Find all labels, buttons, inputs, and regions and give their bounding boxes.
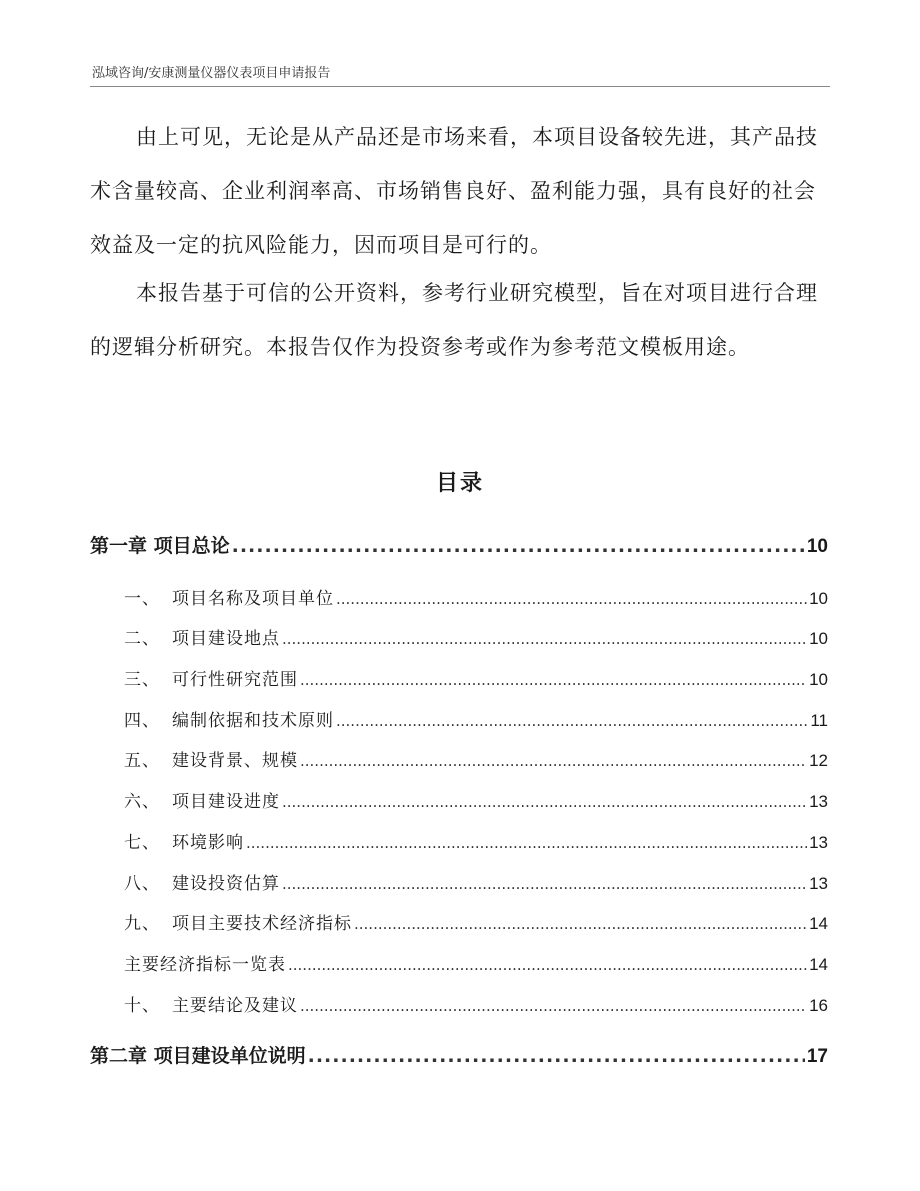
toc-leader-dots <box>232 535 805 557</box>
toc-entry-section[interactable] <box>90 828 828 853</box>
toc-page-number: 10 <box>809 589 828 608</box>
toc-leader-dots <box>282 630 807 648</box>
toc-entry-label: 第一章 项目总论 <box>90 535 230 557</box>
paragraph-1: 由上可见，无论是从产品还是市场来看，本项目设备较先进，其产品技术含量较高、企业利润率高、市场销售良好、盈利能力强，具有良好的社会效益及一定的抗风险能力，因而项目是可行的。 <box>90 125 818 257</box>
toc-entry-section[interactable] <box>90 909 828 934</box>
toc-entry-label <box>90 828 244 853</box>
toc-entry-number: 十、 <box>124 996 160 1016</box>
toc-entry-text: 主要经济指标一览表 <box>124 955 286 975</box>
toc-page-number: 16 <box>809 996 828 1015</box>
toc-entry-label <box>90 950 286 975</box>
toc-entry-number: 六、 <box>124 792 160 812</box>
toc-entry-section[interactable] <box>90 869 828 894</box>
toc-entry-section[interactable] <box>90 991 828 1016</box>
toc-entry-section[interactable] <box>90 624 828 649</box>
toc-entry-text: 编制依据和技术原则 <box>172 711 334 731</box>
toc-leader-dots <box>336 590 807 608</box>
toc-entry-section[interactable] <box>90 665 828 690</box>
toc-entry-number: 九、 <box>124 914 160 934</box>
toc-page-number: 10 <box>809 670 828 689</box>
toc-leader-dots <box>300 997 807 1015</box>
toc-entry-number: 八、 <box>124 874 160 894</box>
toc-entry-text: 建设背景、规模 <box>172 751 298 771</box>
paragraph-2: 本报告基于可信的公开资料，参考行业研究模型，旨在对项目进行合理的逻辑分析研究。本报告仅作为投资参考或作为参考范文模板用途。 <box>90 281 818 359</box>
toc-page-number: 10 <box>806 536 828 557</box>
toc-entry-text: 项目主要技术经济指标 <box>172 914 352 934</box>
toc-entry-section[interactable] <box>90 746 828 771</box>
toc-entry-number: 一、 <box>124 589 160 609</box>
toc-leader-dots <box>336 712 808 730</box>
toc-entry-section[interactable] <box>90 706 828 731</box>
conclusion-paragraph <box>90 110 830 280</box>
toc-entry-section[interactable] <box>90 787 828 812</box>
toc-entry-number: 三、 <box>124 670 160 690</box>
toc-entry-text: 项目名称及项目单位 <box>172 589 334 609</box>
toc-entry-number: 四、 <box>124 711 160 731</box>
toc-page-number: 13 <box>809 874 828 893</box>
toc-page-number: 13 <box>809 792 828 811</box>
toc-entry-text: 建设投资估算 <box>172 874 280 894</box>
toc-leader-dots <box>282 875 807 893</box>
toc-entry-text: 项目建设地点 <box>172 629 280 649</box>
toc-entry-label <box>90 991 298 1016</box>
toc-page-number: 14 <box>809 955 828 974</box>
toc-entry-label <box>90 746 298 771</box>
toc-entry-label <box>90 624 280 649</box>
toc-entry-label: 第二章 项目建设单位说明 <box>90 1045 306 1067</box>
toc-leader-dots <box>354 915 807 933</box>
toc-leader-dots <box>288 956 807 974</box>
toc-page-number: 17 <box>806 1046 828 1067</box>
toc-entry-text: 环境影响 <box>172 833 244 853</box>
toc-entry-chapter-1[interactable] <box>90 531 828 558</box>
toc-page-number: 12 <box>809 751 828 770</box>
toc-entry-chapter-2[interactable] <box>90 1041 828 1068</box>
toc-entry-label <box>90 706 334 731</box>
header-divider <box>90 86 830 87</box>
toc-entry-text: 主要结论及建议 <box>172 996 298 1016</box>
toc-leader-dots <box>282 793 807 811</box>
toc-entry-label <box>90 869 280 894</box>
toc-leader-dots <box>246 834 807 852</box>
toc-entry-section[interactable] <box>90 584 828 609</box>
toc-title: 目录 <box>435 471 484 496</box>
toc-page-number: 11 <box>810 711 828 730</box>
toc-leader-dots <box>300 671 807 689</box>
toc-page-number: 14 <box>809 914 828 933</box>
running-header: 泓域咨询/安康测量仪器仪表项目申请报告 <box>92 66 331 81</box>
toc-entry-text: 可行性研究范围 <box>172 670 298 690</box>
toc-leader-dots <box>300 752 807 770</box>
toc-entry-table[interactable] <box>90 950 828 975</box>
disclaimer-paragraph <box>90 266 830 382</box>
toc-leader-dots <box>308 1045 805 1067</box>
toc-entry-text: 项目建设进度 <box>172 792 280 812</box>
toc-entry-number: 二、 <box>124 629 160 649</box>
toc-entry-number: 七、 <box>124 833 160 853</box>
toc-entry-label <box>90 584 334 609</box>
toc-entry-label <box>90 787 280 812</box>
toc-entry-label <box>90 665 298 690</box>
toc-entry-label <box>90 909 352 934</box>
toc-page-number: 13 <box>809 833 828 852</box>
toc-entry-number: 五、 <box>124 751 160 771</box>
toc-page-number: 10 <box>809 629 828 648</box>
